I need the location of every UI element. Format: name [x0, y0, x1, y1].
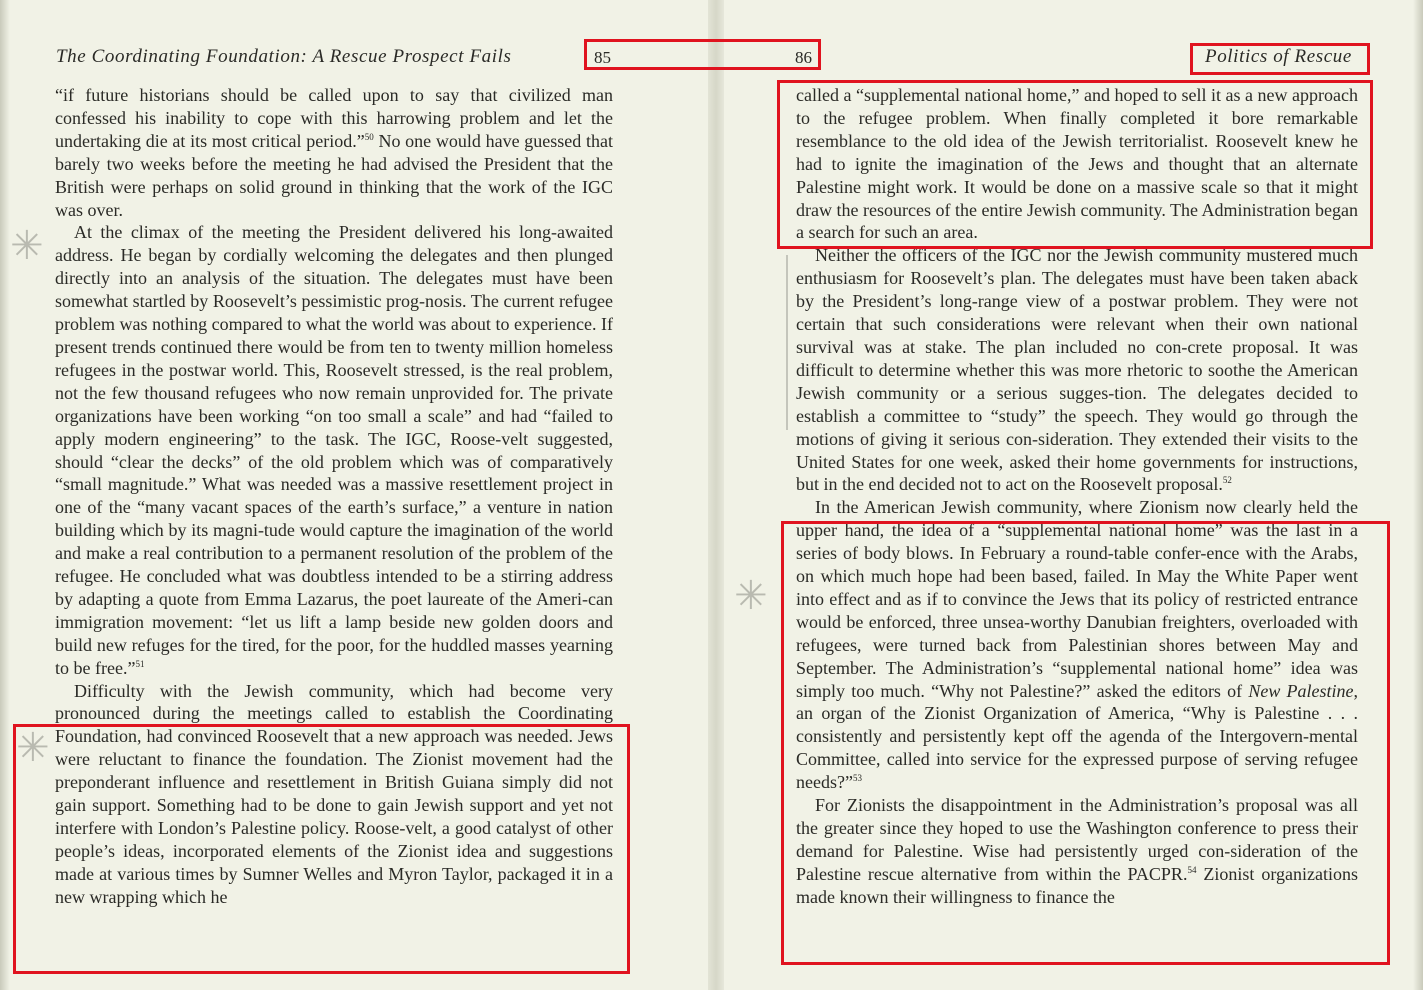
right-paragraph-2: Neither the officers of the IGC nor the Jewish community mustered much enthusiasm for Roosevelt’s plan. The delegates must have been taken aback by the President’s long-range view of a postwar problem. They were not certain that such considerations were relevant when their own national survival was at stake. The plan included no con-crete proposal. It was difficult to determine whether this was more rhetoric to soothe the American Jewish community or a serious sugges-tion. The delegates decided to establish a committee to “study” the speech. They would go through the motions of giving it serious con-sideration. They extended their visits to the United States for one week, asked their home governments for instructions, but in the end decided not to act on the Roosevelt proposal.$^{52}$: [796, 245, 1358, 495]
footnote-ref-53: 53: [852, 773, 862, 784]
footnote-ref-50: 50: [364, 131, 374, 142]
highlight-box-left-paragraph-3: [13, 724, 630, 974]
left-page-number: 85: [594, 48, 611, 67]
right-page-number: 86: [795, 48, 812, 67]
left-paragraph-1: “if future historians should be called upon to say that civilized man confessed his inability to cope with this harrowing problem and let the undertaking die at its most critical period.”$^{50}$ No one would have guessed that barely two weeks before the meeting he had advised the President that the British were perhaps on solid ground in thinking that the work of the IGC was over.: [55, 85, 613, 220]
asterisk-mark-icon: ✳: [16, 725, 50, 771]
margin-bracket: [786, 255, 788, 430]
asterisk-mark-icon: ✳: [10, 223, 44, 269]
left-page-edge: [0, 0, 10, 990]
highlight-box-page-numbers: [584, 39, 821, 70]
right-running-head: Politics of Rescue: [1205, 46, 1352, 67]
left-running-head: The Coordinating Foundation: A Rescue Prospect Fails: [56, 46, 512, 67]
left-paragraph-3: Difficulty with the Jewish community, which had become very pronounced during the meetings called to establish the Coordinating Foundation, had convinced Roosevelt that a new approach was needed. Jews were reluctant to finance the foundation. The Zionist movement had the preponderant influence and resettlement in British Guiana simply did not gain support. Something had to be done to gain Jewish support and yet not interfere with London’s Palestine policy. Roose-velt, a good catalyst of other people’s ideas, incorporated elements of the Zionist idea and suggestions made at various times by Sumner Welles and Myron Taylor, packaged it in a new wrapping which he: [55, 680, 613, 907]
highlight-box-right-paragraph-3: [781, 521, 1390, 965]
asterisk-mark-icon: ✳: [734, 573, 768, 619]
journal-title: New Palestine: [1248, 680, 1354, 701]
book-gutter: [708, 0, 724, 990]
right-paragraph-1: called a “supplemental national home,” and hoped to sell it as a new approach to the refugee problem. When finally completed it bore remarkable resemblance to the old idea of the Jewish territorialist. Roosevelt knew he had to ignite the imagination of the Jews and thought that an alternate Palestine might work. It would be done on a massive scale so that it might draw the resources of the entire Jewish community. The Administration began a search for such an area.: [796, 85, 1358, 243]
footnote-ref-54: 54: [1187, 864, 1197, 875]
left-paragraph-2: At the climax of the meeting the President delivered his long-awaited address. He began by cordially welcoming the delegates and then plunged directly into an analysis of the situation. The delegates must have been somewhat startled by Roosevelt’s pessimistic prog-nosis. The current refugee problem was nothing compared to what the world was about to experience. If present trends continued there would be from ten to twenty million homeless refugees in the postwar world. This, Roosevelt stressed, is the real problem, not the few thousand refugees who now remain unprovided for. The private organizations have been working “on too small a scale” and had “failed to apply modern engineering” to the task. The IGC, Roose-velt suggested, should “clear the decks” of the old problem which was of comparatively “small magnitude.” What was needed was a massive resettlement project in one of the “many vacant spaces of the earth’s surface,” a venture in nation building which by its magni-tude would capture the imagination of the world and make a real contribution to a permanent resolution of the problem of the refugee. He concluded what was doubtless intended to be a stirring address by adapting a quote from Emma Lazarus, the poet laureate of the Ameri-can immigration movement: “let us lift a lamp beside new golden doors and build new refuges for the tired, for the poor, for the huddled masses yearning to be free.”$^{51}$: [55, 222, 613, 678]
highlight-box-running-head: [1190, 43, 1370, 75]
right-page-edge: [1413, 0, 1423, 990]
footnote-ref-52: 52: [1222, 475, 1232, 486]
right-paragraph-3: In the American Jewish community, where Zionism now clearly held the upper hand, the idea of a “supplemental national home” was the last in a series of body blows. In February a round-table confer-ence with the Arabs, on which much hope had been based, failed. In May the White Paper went into effect and as if to convince the Jews that its policy of restricted entrance would be enforced, three unsea-worthy Danubian freighters, overloaded with refugees, were turned back from Palestinian shores between May and September. The Administration’s “supplemental national home” idea was simply too much. “Why not Palestine?” asked the editors of New Palestine, an organ of the Zionist Organization of America, “Why is Palestine . . . consistently and persistently kept off the agenda of the Intergovern-mental Committee, called into service for the expressed purpose of serving refugee needs?”$^{53}$: [796, 497, 1359, 793]
right-paragraph-4: For Zionists the disappointment in the Administration’s proposal was all the greater since they hoped to use the Washington conference to press their demand for Palestine. Wise had persistently urged con-sideration of the Palestine rescue alternative from within the PACPR.$^{54}$ Zionist organizations made known their willingness to finance the: [796, 795, 1358, 907]
footnote-ref-51: 51: [135, 658, 145, 669]
highlight-box-right-paragraph-1: [777, 80, 1373, 249]
